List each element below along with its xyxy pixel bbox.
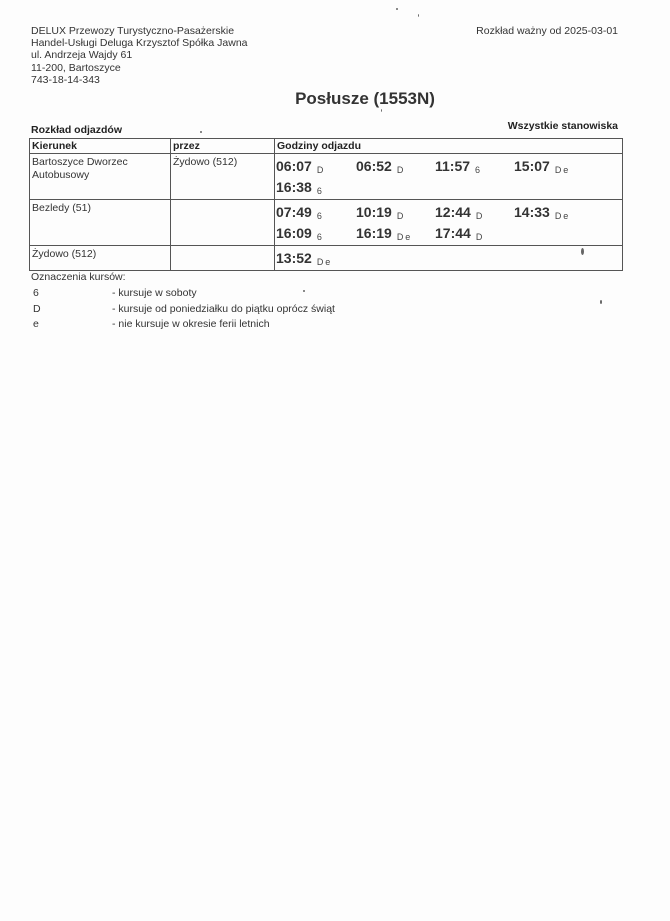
time-value: 13:52 <box>276 250 312 266</box>
time-value: 06:07 <box>276 158 312 174</box>
departure-time <box>276 202 356 223</box>
company-line: DELUX Przewozy Turystyczno-Pasażerskie <box>31 25 235 37</box>
company-info <box>31 25 248 86</box>
company-line: ul. Andrzeja Wajdy 61 <box>31 49 133 62</box>
departure-time <box>356 223 435 244</box>
time-value: 16:19 <box>356 225 392 241</box>
time-value: 15:07 <box>514 158 550 174</box>
legend-code: e <box>33 318 39 330</box>
time-value: 07:49 <box>276 204 312 220</box>
legend-desc: - kursuje w soboty <box>112 287 197 299</box>
time-marks: De <box>316 257 333 267</box>
legend-desc: - kursuje od poniedziałku do piątku oprócz świąt <box>112 302 335 315</box>
time-marks: De <box>396 232 413 242</box>
time-marks: 6 <box>316 232 324 242</box>
time-marks: De <box>554 211 571 221</box>
via-cell <box>171 200 275 246</box>
direction-cell: Bartoszyce Dworzec Autobusowy <box>30 154 171 200</box>
table-row <box>30 154 623 200</box>
time-marks: D <box>475 232 485 242</box>
time-marks: 6 <box>316 186 324 196</box>
time-value: 06:52 <box>356 158 392 174</box>
section-title: Rozkład odjazdów <box>31 124 123 136</box>
time-marks: 6 <box>316 211 324 221</box>
departure-time <box>276 177 356 198</box>
company-line: 743-18-14-343 <box>31 73 100 86</box>
time-value: 16:09 <box>276 225 312 241</box>
departure-time <box>276 248 356 269</box>
scan-speck <box>381 109 382 112</box>
legend-title: Oznaczenia kursów: <box>31 271 126 283</box>
direction-cell: Żydowo (512) <box>30 246 171 271</box>
departure-time <box>356 202 435 223</box>
legend-code: D <box>33 302 41 315</box>
scan-speck <box>418 14 419 17</box>
platforms-label: Wszystkie stanowiska <box>507 120 618 132</box>
departures-cell <box>275 246 623 271</box>
table-row <box>30 246 623 271</box>
time-marks: D <box>396 211 406 221</box>
time-value: 16:38 <box>276 179 312 195</box>
time-value: 11:57 <box>435 158 471 174</box>
scan-speck <box>600 300 602 304</box>
time-value: 12:44 <box>435 204 471 220</box>
header-departures: Godziny odjazdu <box>275 139 623 154</box>
time-marks: D <box>396 165 406 175</box>
header-direction: Kierunek <box>30 139 171 154</box>
time-value: 14:33 <box>514 204 550 220</box>
departure-time <box>276 223 356 244</box>
time-marks: 6 <box>475 165 483 175</box>
page-title <box>0 89 670 109</box>
departure-time <box>514 202 593 223</box>
direction-cell: Bezledy (51) <box>30 200 171 246</box>
departure-time <box>514 156 593 177</box>
via-cell <box>171 246 275 271</box>
table-row <box>30 200 623 246</box>
time-value: 10:19 <box>356 204 392 220</box>
departure-time <box>435 223 514 244</box>
departure-time <box>276 156 356 177</box>
departures-cell <box>275 200 623 246</box>
company-line: Handel-Usługi Deluga Krzysztof Spółka Jawna <box>31 37 248 50</box>
table-header-row <box>30 139 623 154</box>
scan-speck <box>303 290 305 292</box>
validity-date: Rozkład ważny od 2025-03-01 <box>476 25 618 37</box>
departure-time <box>356 156 435 177</box>
time-value: 17:44 <box>435 225 471 241</box>
time-marks: D <box>316 165 326 175</box>
legend-code: 6 <box>33 287 39 299</box>
scan-speck <box>581 248 584 255</box>
departures-table <box>29 138 623 271</box>
stop-name: Posłusze (1553N) <box>295 89 435 108</box>
legend-desc: - nie kursuje w okresie ferii letnich <box>112 318 270 330</box>
departure-time <box>435 156 514 177</box>
departure-time <box>435 202 514 223</box>
time-marks: De <box>554 165 571 175</box>
header-via: przez <box>171 139 275 154</box>
company-line: 11-200, Bartoszyce <box>31 61 121 74</box>
time-marks: D <box>475 211 485 221</box>
departures-cell <box>275 154 623 200</box>
scan-speck <box>396 8 398 10</box>
via-cell: Żydowo (512) <box>171 154 275 200</box>
scan-speck <box>200 131 202 133</box>
